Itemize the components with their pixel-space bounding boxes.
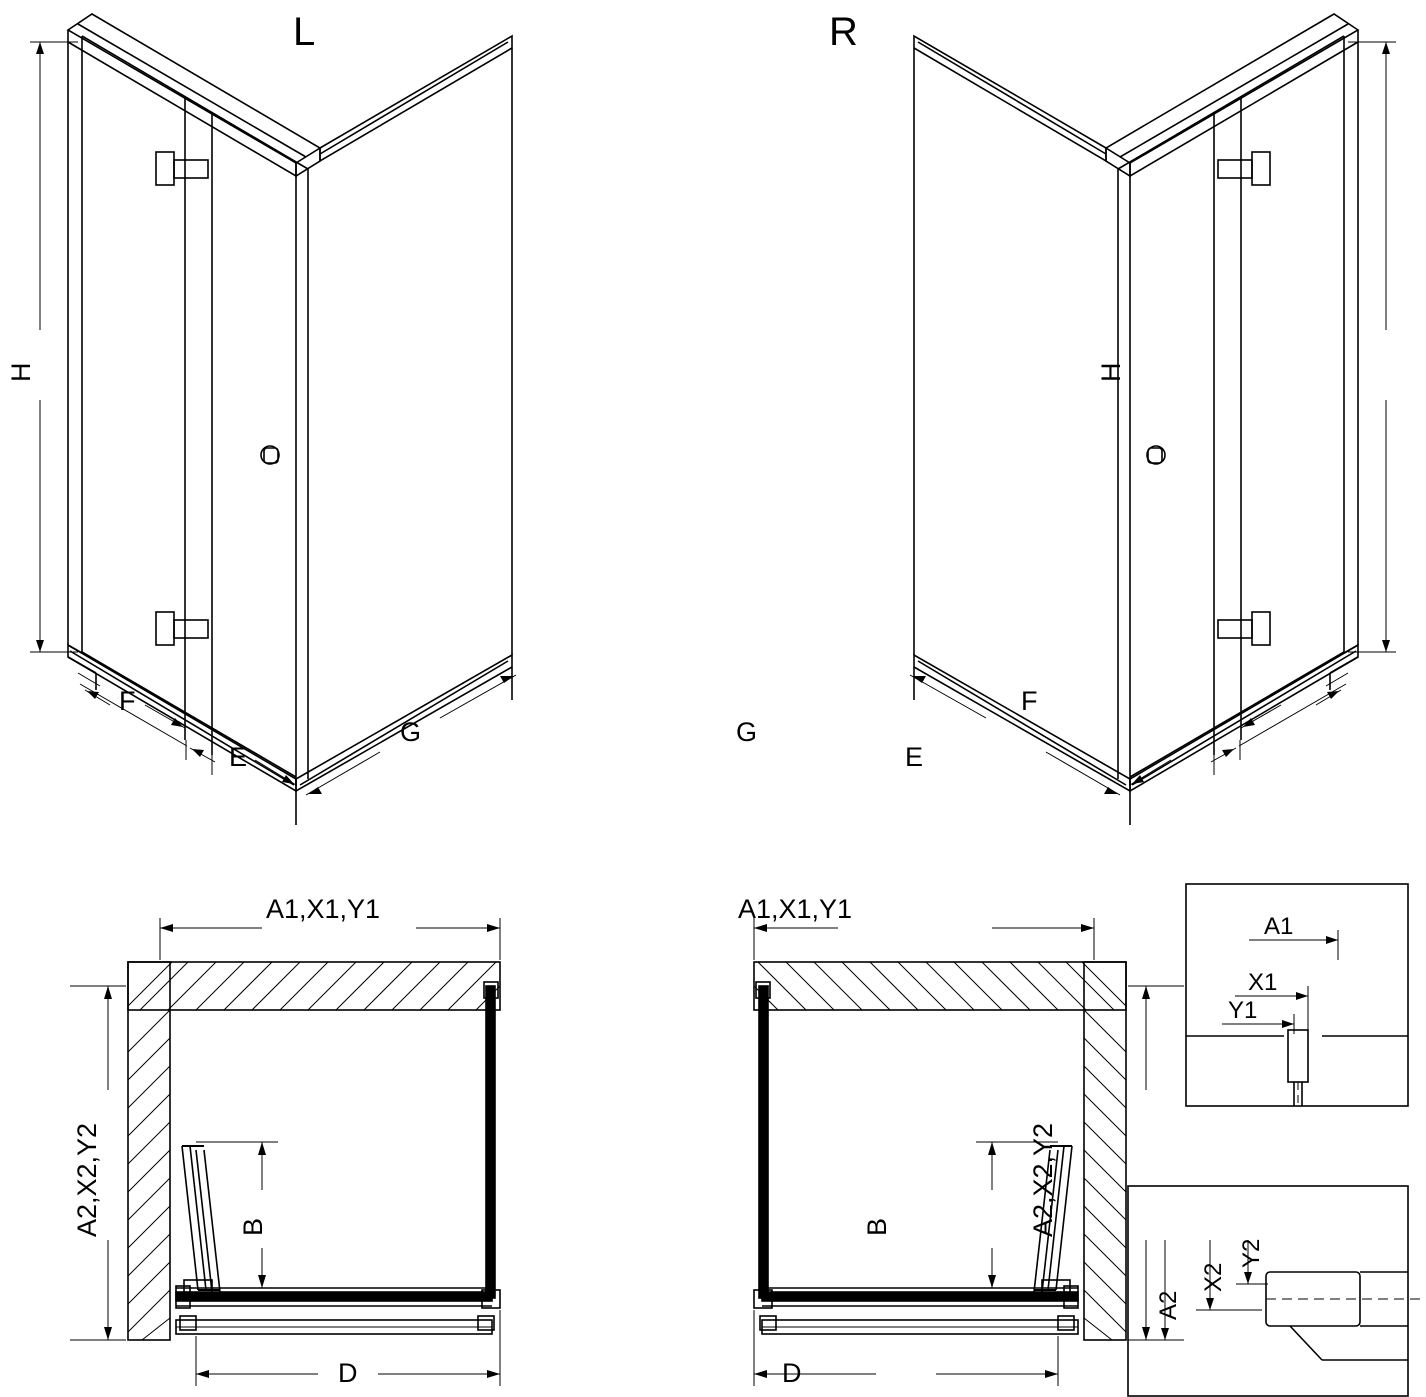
label-detail-x2: X2 [1200,1262,1227,1292]
iso-left-view [30,10,516,825]
label-plan-left-door-dim: B [238,1217,268,1236]
label-detail-a2: A2 [1155,1290,1182,1320]
label-g-right: G [736,717,758,747]
label-detail-y1: Y1 [1228,997,1258,1024]
label-plan-right-bottom-dim: D [782,1358,802,1388]
label-variant-right: R [829,10,858,54]
label-detail-a1: A1 [1264,913,1294,940]
label-g-left: G [400,717,422,747]
label-plan-left-bottom-dim: D [338,1358,358,1388]
label-e-left: E [229,742,248,772]
label-f-right: F [1021,686,1038,716]
label-plan-right-top-dim: A1,X1,Y1 [738,894,853,924]
label-detail-x1: X1 [1248,969,1278,996]
plan-right-view [754,918,1184,1386]
label-variant-left: L [293,10,316,54]
label-e-right: E [905,742,924,772]
label-height-right: H [1096,362,1126,382]
detail-top-view [1186,884,1408,1106]
label-plan-left-top-dim: A1,X1,Y1 [266,894,381,924]
iso-right-view [910,14,1396,825]
plan-left-view [70,918,500,1386]
label-plan-right-door-dim: B [862,1217,892,1236]
label-plan-left-side-dim: A2,X2,Y2 [72,1122,102,1237]
label-detail-y2: Y2 [1238,1238,1265,1268]
label-height-left: H [6,362,36,382]
label-plan-right-side-dim: A2,X2,Y2 [1028,1122,1058,1237]
label-f-left: F [119,686,136,716]
